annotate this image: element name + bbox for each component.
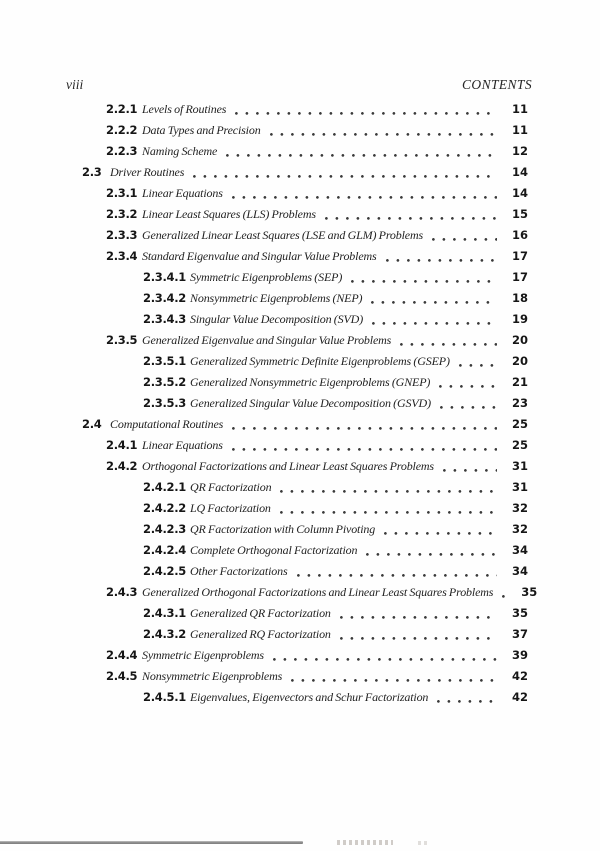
toc-entry xyxy=(0,99,600,120)
toc-entry-page: 31 xyxy=(511,480,528,494)
toc-entry-page: 23 xyxy=(511,396,528,410)
toc-entry-title: Linear Equations xyxy=(142,438,223,452)
toc-entry-page: 19 xyxy=(511,312,528,326)
toc-entry-page: 35 xyxy=(521,585,538,599)
toc-entry-title: Driver Routines xyxy=(110,165,185,179)
toc-entry xyxy=(0,687,600,708)
toc-entry-title: Nonsymmetric Eigenproblems xyxy=(142,669,283,683)
toc-entry-page: 32 xyxy=(511,501,528,515)
toc-entry-title: Complete Orthogonal Factorization xyxy=(190,543,358,557)
dot-leader xyxy=(323,204,497,225)
dot-leader xyxy=(430,225,497,246)
toc-entry-number: 2.3.5 xyxy=(106,333,138,347)
toc-entry-page: 11 xyxy=(511,102,528,116)
toc-entry-number: 2.4.2.4 xyxy=(143,543,187,557)
dot-leader xyxy=(338,624,497,645)
toc-entry-number: 2.3.1 xyxy=(106,186,138,200)
toc-entry xyxy=(0,309,600,330)
dot-leader xyxy=(230,435,497,456)
toc-entry-title: Levels of Routines xyxy=(142,102,227,116)
toc-entry-title: LQ Factorization xyxy=(190,501,271,515)
toc-entry-number: 2.3.4.2 xyxy=(143,291,187,305)
toc-entry-page: 25 xyxy=(511,438,528,452)
toc-entry xyxy=(0,393,600,414)
toc-entry-number: 2.3.4 xyxy=(106,249,138,263)
toc-entry-page: 20 xyxy=(511,333,528,347)
toc-entry-page: 17 xyxy=(511,249,528,263)
toc-entry-page: 20 xyxy=(511,354,528,368)
toc-entry xyxy=(0,456,600,477)
toc-entry-title: QR Factorization with Column Pivoting xyxy=(190,522,376,536)
toc-entry-number: 2.3.5.2 xyxy=(143,375,187,389)
toc-entry xyxy=(0,267,600,288)
toc-entry-title: Nonsymmetric Eigenproblems (NEP) xyxy=(190,291,363,305)
toc-entry-title: Standard Eigenvalue and Singular Value Problems xyxy=(142,249,377,263)
folio-page-number: viii xyxy=(66,77,84,92)
toc-entry xyxy=(0,120,600,141)
toc-entry-title: Generalized Linear Least Squares (LSE and GLM) Problems xyxy=(142,228,424,242)
toc-entry-page: 31 xyxy=(511,459,528,473)
toc-entry-page: 42 xyxy=(511,669,528,683)
toc-entry-number: 2.4.2.1 xyxy=(143,480,187,494)
toc-entry-number: 2.4.5 xyxy=(106,669,138,683)
toc-entry xyxy=(0,204,600,225)
scan-artifact xyxy=(418,841,430,845)
toc-entry-title: Symmetric Eigenproblems (SEP) xyxy=(190,270,343,284)
toc-entry-title: Singular Value Decomposition (SVD) xyxy=(190,312,364,326)
toc-entry xyxy=(0,666,600,687)
scan-edge-line xyxy=(0,841,303,844)
toc-entry-title: Naming Scheme xyxy=(142,144,218,158)
toc-entry-page: 14 xyxy=(511,165,528,179)
toc-entry-number: 2.4.2.5 xyxy=(143,564,187,578)
dot-leader xyxy=(500,582,506,603)
toc-entry-title: Generalized RQ Factorization xyxy=(190,627,331,641)
dot-leader xyxy=(278,498,497,519)
dot-leader xyxy=(224,141,497,162)
dot-leader xyxy=(364,540,497,561)
toc-entry xyxy=(0,372,600,393)
scan-artifact xyxy=(337,840,393,845)
toc-entry-number: 2.3.5.1 xyxy=(143,354,187,368)
toc-entry xyxy=(0,288,600,309)
toc-entry-number: 2.4.4 xyxy=(106,648,138,662)
toc-entry-number: 2.2.3 xyxy=(106,144,138,158)
toc-entry xyxy=(0,477,600,498)
toc-entry-title: Orthogonal Factorizations and Linear Least Squares Problems xyxy=(142,459,434,473)
toc-entry-number: 2.2.2 xyxy=(106,123,138,137)
dot-leader xyxy=(438,393,497,414)
toc-entry xyxy=(0,603,600,624)
toc-entry-number: 2.2.1 xyxy=(106,102,138,116)
toc-entry xyxy=(0,498,600,519)
dot-leader xyxy=(349,267,497,288)
toc-entry-title: Generalized Eigenvalue and Singular Value Problems xyxy=(142,333,392,347)
dot-leader xyxy=(289,666,497,687)
page-header xyxy=(66,77,532,93)
dot-leader xyxy=(230,414,497,435)
toc-entry xyxy=(0,162,600,183)
toc-entry xyxy=(0,435,600,456)
dot-leader xyxy=(268,120,497,141)
toc-entry-page: 37 xyxy=(511,627,528,641)
toc-entry xyxy=(0,414,600,435)
toc-entry-title: Eigenvalues, Eigenvectors and Schur Factorization xyxy=(190,690,429,704)
toc-entry-title: Generalized QR Factorization xyxy=(190,606,331,620)
toc-entry xyxy=(0,225,600,246)
toc-entry xyxy=(0,183,600,204)
toc-entry-title: Linear Equations xyxy=(142,186,223,200)
dot-leader xyxy=(384,246,497,267)
toc-entry-page: 14 xyxy=(511,186,528,200)
toc-entry-page: 42 xyxy=(511,690,528,704)
toc-entry xyxy=(0,582,600,603)
dot-leader xyxy=(457,351,497,372)
dot-leader xyxy=(441,456,497,477)
dot-leader xyxy=(369,288,497,309)
toc-entry xyxy=(0,330,600,351)
dot-leader xyxy=(295,561,498,582)
toc-entry-page: 39 xyxy=(511,648,528,662)
dot-leader xyxy=(271,645,497,666)
toc-entry-title: Generalized Orthogonal Factorizations and Linear Least Squares Problems xyxy=(142,585,494,599)
toc-entry xyxy=(0,246,600,267)
toc-entry-title: Generalized Symmetric Definite Eigenproblems (GSEP) xyxy=(190,354,450,368)
toc-entry-number: 2.3.2 xyxy=(106,207,138,221)
toc-entry-number: 2.4.3.1 xyxy=(143,606,187,620)
running-header-title: CONTENTS xyxy=(462,77,532,92)
dot-leader xyxy=(278,477,497,498)
toc-entry-page: 35 xyxy=(511,606,528,620)
toc-entry-number: 2.3.4.3 xyxy=(143,312,187,326)
dot-leader xyxy=(437,372,497,393)
toc-entry-page: 32 xyxy=(511,522,528,536)
toc-entry-number: 2.3.5.3 xyxy=(143,396,187,410)
toc-entry-page: 15 xyxy=(511,207,528,221)
toc-entry-page: 21 xyxy=(511,375,528,389)
toc-entry-number: 2.4.3 xyxy=(106,585,138,599)
dot-leader xyxy=(370,309,497,330)
dot-leader xyxy=(382,519,497,540)
toc-entry-title: Data Types and Precision xyxy=(142,123,261,137)
toc-entry-number: 2.3 xyxy=(82,165,102,179)
toc-entry-number: 2.4.3.2 xyxy=(143,627,187,641)
dot-leader xyxy=(435,687,497,708)
toc-entry-number: 2.4 xyxy=(82,417,102,431)
toc-entry xyxy=(0,519,600,540)
toc-entry xyxy=(0,540,600,561)
dot-leader xyxy=(230,183,497,204)
toc-entry-number: 2.4.2.3 xyxy=(143,522,187,536)
toc-entry-page: 18 xyxy=(511,291,528,305)
toc-entry-number: 2.4.1 xyxy=(106,438,138,452)
toc-entry-page: 34 xyxy=(511,543,528,557)
toc-entry-title: Other Factorizations xyxy=(190,564,288,578)
toc-entry xyxy=(0,561,600,582)
dot-leader xyxy=(398,330,497,351)
toc-entry xyxy=(0,141,600,162)
toc-entry-page: 25 xyxy=(511,417,528,431)
table-of-contents xyxy=(0,99,600,708)
toc-entry-title: QR Factorization xyxy=(190,480,272,494)
toc-entry-number: 2.4.5.1 xyxy=(143,690,187,704)
toc-entry-number: 2.4.2 xyxy=(106,459,138,473)
toc-entry xyxy=(0,351,600,372)
dot-leader xyxy=(338,603,497,624)
toc-entry-page: 11 xyxy=(511,123,528,137)
toc-entry-number: 2.3.3 xyxy=(106,228,138,242)
toc-entry-page: 12 xyxy=(511,144,528,158)
dot-leader xyxy=(233,99,497,120)
toc-entry-title: Symmetric Eigenproblems xyxy=(142,648,264,662)
toc-entry-title: Computational Routines xyxy=(110,417,224,431)
toc-entry-page: 17 xyxy=(511,270,528,284)
dot-leader xyxy=(191,162,497,183)
toc-entry-page: 16 xyxy=(511,228,528,242)
toc-entry-number: 2.3.4.1 xyxy=(143,270,187,284)
toc-entry xyxy=(0,645,600,666)
toc-entry-title: Generalized Nonsymmetric Eigenproblems (GNEP) xyxy=(190,375,431,389)
toc-entry xyxy=(0,624,600,645)
toc-entry-title: Generalized Singular Value Decomposition (GSVD) xyxy=(190,396,431,410)
toc-entry-title: Linear Least Squares (LLS) Problems xyxy=(142,207,316,221)
toc-entry-page: 34 xyxy=(511,564,528,578)
toc-entry-number: 2.4.2.2 xyxy=(143,501,187,515)
